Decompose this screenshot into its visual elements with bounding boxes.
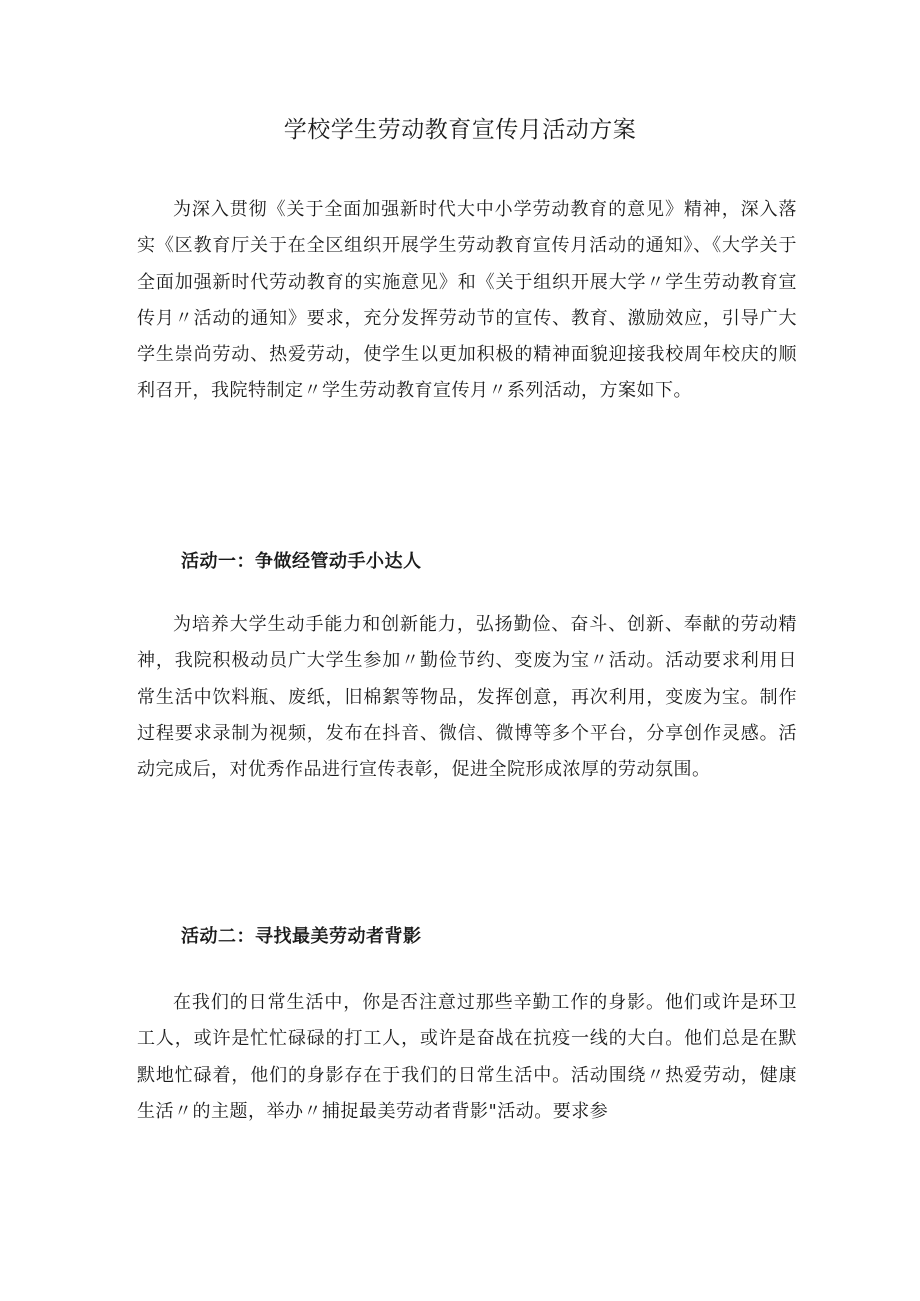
section-paragraph-activity-1: 为培养大学生动手能力和创新能力，弘扬勤俭、奋斗、创新、奉献的劳动精神，我院积极动员广大学生参加〃勤俭节约、变废为宝〃活动。活动要求利用日常生活中饮料瓶、废纸，旧棉絮等物品，发挥创意，再次利用，变废为宝。制作过程要求录制为视频，发布在抖音、微信、微博等多个平台，分享创作灵感。活动完成后，对优秀作品进行宣传表彰，促进全院形成浓厚的劳动氛围。 [137,614,797,781]
section-paragraph-activity-2: 在我们的日常生活中，你是否注意过那些辛勤工作的身影。他们或许是环卫工人，或许是忙忙碌碌的打工人，或许是奋战在抗疫一线的大白。他们总是在默默地忙碌着，他们的身影存在于我们的日常生活中。活动围绕〃热爱劳动，健康生活〃的主题，举办〃捕捉最美劳动者背影"活动。要求参 [137,992,797,1122]
section-heading-activity-1: 活动一：争做经管动手小达人 [181,551,422,572]
document-title: 学校学生劳动教育宣传月活动方案 [283,117,637,143]
intro-paragraph: 为深入贯彻《关于全面加强新时代大中小学劳动教育的意见》精神，深入落实《区教育厅关于在全区组织开展学生劳动教育宣传月活动的通知》、《大学关于全面加强新时代劳动教育的实施意见》和《关于组织开展大学〃学生劳动教育宣传月〃活动的通知》要求，充分发挥劳动节的宣传、教育、激励效应，引导广大学生崇尚劳动、热爱劳动，使学生以更加积极的精神面貌迎接我校周年校庆的顺利召开，我院特制定〃学生劳动教育宣传月〃系列活动，方案如下。 [137,199,797,402]
section-heading-activity-2: 活动二：寻找最美劳动者背影 [181,926,422,947]
